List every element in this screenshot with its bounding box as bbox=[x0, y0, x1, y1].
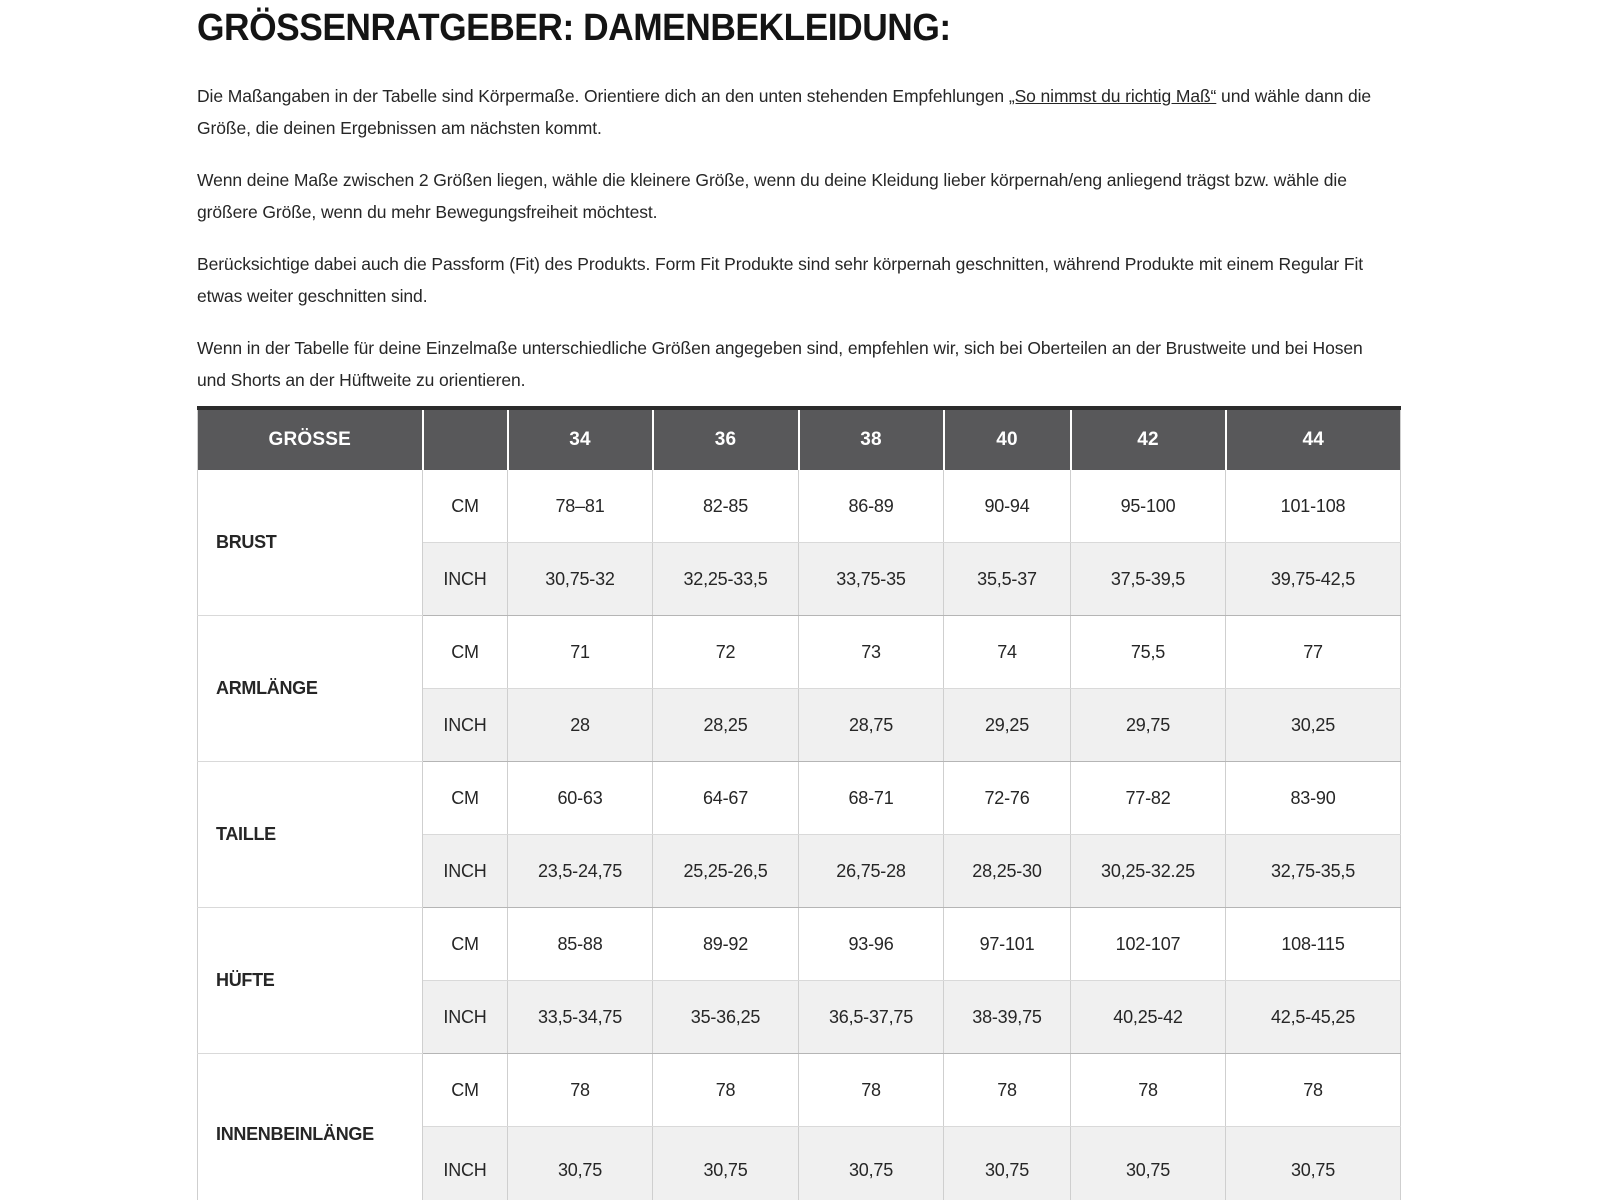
header-size-44: 44 bbox=[1226, 408, 1401, 470]
table-cell: 38-39,75 bbox=[944, 981, 1071, 1054]
table-cell: 37,5-39,5 bbox=[1071, 543, 1226, 616]
unit-label-inch: INCH bbox=[423, 1127, 508, 1200]
how-to-measure-link[interactable]: „So nimmst du richtig Maß“ bbox=[1008, 86, 1217, 106]
table-cell: 30,25 bbox=[1226, 689, 1401, 762]
table-cell: 93-96 bbox=[799, 908, 944, 981]
row-label-huefte: HÜFTE bbox=[198, 908, 423, 1054]
table-cell: 83-90 bbox=[1226, 762, 1401, 835]
intro-paragraph-1-post: und wähle dann die Größe, die deinen Ergebnissen am nächsten kommt. bbox=[197, 86, 1372, 138]
brust-cm-row bbox=[198, 470, 1401, 543]
table-cell: 73 bbox=[799, 616, 944, 689]
table-cell: 29,75 bbox=[1071, 689, 1226, 762]
table-cell: 97-101 bbox=[944, 908, 1071, 981]
table-cell: 23,5-24,75 bbox=[508, 835, 653, 908]
table-cell: 30,75 bbox=[944, 1127, 1071, 1200]
table-cell: 30,75 bbox=[799, 1127, 944, 1200]
header-size-34: 34 bbox=[508, 408, 653, 470]
table-cell: 108-115 bbox=[1226, 908, 1401, 981]
header-size-40: 40 bbox=[944, 408, 1071, 470]
table-cell: 30,75-32 bbox=[508, 543, 653, 616]
table-cell: 72 bbox=[653, 616, 799, 689]
table-cell: 78 bbox=[1226, 1054, 1401, 1127]
table-cell: 30,75 bbox=[653, 1127, 799, 1200]
table-cell: 60-63 bbox=[508, 762, 653, 835]
table-cell: 71 bbox=[508, 616, 653, 689]
table-cell: 28,25 bbox=[653, 689, 799, 762]
table-cell: 102-107 bbox=[1071, 908, 1226, 981]
table-cell: 78 bbox=[799, 1054, 944, 1127]
table-cell: 42,5-45,25 bbox=[1226, 981, 1401, 1054]
taille-cm-row bbox=[198, 762, 1401, 835]
header-size-38: 38 bbox=[799, 408, 944, 470]
table-cell: 78 bbox=[944, 1054, 1071, 1127]
table-header-row bbox=[198, 408, 1401, 470]
table-cell: 85-88 bbox=[508, 908, 653, 981]
header-unit-spacer bbox=[423, 408, 508, 470]
unit-label-inch: INCH bbox=[423, 981, 508, 1054]
intro-paragraph-4: Wenn in der Tabelle für deine Einzelmaße unterschiedliche Größen angegeben sind, empfehlen wir, sich bei Oberteilen an der Brustweite und bei Hosen und Shorts an der Hüftweite zu orientieren. bbox=[197, 338, 1363, 390]
table-cell: 82-85 bbox=[653, 470, 799, 543]
unit-label-inch: INCH bbox=[423, 835, 508, 908]
row-label-brust: BRUST bbox=[198, 470, 423, 616]
unit-label-inch: INCH bbox=[423, 543, 508, 616]
table-cell: 101-108 bbox=[1226, 470, 1401, 543]
table-cell: 30,75 bbox=[1226, 1127, 1401, 1200]
table-cell: 90-94 bbox=[944, 470, 1071, 543]
table-cell: 74 bbox=[944, 616, 1071, 689]
table-cell: 40,25-42 bbox=[1071, 981, 1226, 1054]
table-cell: 28,75 bbox=[799, 689, 944, 762]
table-cell: 30,75 bbox=[1071, 1127, 1226, 1200]
table-cell: 28 bbox=[508, 689, 653, 762]
table-cell: 33,5-34,75 bbox=[508, 981, 653, 1054]
intro-paragraph-1 bbox=[197, 80, 1387, 144]
table-cell: 64-67 bbox=[653, 762, 799, 835]
table-cell: 33,75-35 bbox=[799, 543, 944, 616]
huefte-cm-row bbox=[198, 908, 1401, 981]
intro-paragraph-1-pre: Die Maßangaben in der Tabelle sind Körpermaße. Orientiere dich an den unten stehenden Empfehlungen bbox=[197, 86, 1009, 106]
header-size-42: 42 bbox=[1071, 408, 1226, 470]
row-label-taille: TAILLE bbox=[198, 762, 423, 908]
table-cell: 28,25-30 bbox=[944, 835, 1071, 908]
table-cell: 30,25-32.25 bbox=[1071, 835, 1226, 908]
table-cell: 77-82 bbox=[1071, 762, 1226, 835]
intro-paragraph-2: Wenn deine Maße zwischen 2 Größen liegen, wähle die kleinere Größe, wenn du deine Kleidung lieber körpernah/eng anliegend trägst bzw. wähle die größere Größe, wenn du mehr Bewegungsfreiheit möchtest. bbox=[197, 170, 1347, 222]
table-cell: 25,25-26,5 bbox=[653, 835, 799, 908]
unit-label-inch: INCH bbox=[423, 689, 508, 762]
table-cell: 26,75-28 bbox=[799, 835, 944, 908]
table-cell: 86-89 bbox=[799, 470, 944, 543]
table-cell: 68-71 bbox=[799, 762, 944, 835]
table-cell: 78 bbox=[508, 1054, 653, 1127]
table-cell: 39,75-42,5 bbox=[1226, 543, 1401, 616]
table-cell: 78 bbox=[1071, 1054, 1226, 1127]
table-cell: 32,25-33,5 bbox=[653, 543, 799, 616]
size-guide-page bbox=[197, 0, 1400, 1200]
table-cell: 75,5 bbox=[1071, 616, 1226, 689]
size-guide-table bbox=[197, 406, 1401, 1200]
table-cell: 78 bbox=[653, 1054, 799, 1127]
header-size-36: 36 bbox=[653, 408, 799, 470]
table-cell: 35-36,25 bbox=[653, 981, 799, 1054]
table-cell: 89-92 bbox=[653, 908, 799, 981]
innenbeinlaenge-cm-row bbox=[198, 1054, 1401, 1127]
header-corner-groesse: GRÖSSE bbox=[198, 408, 423, 470]
unit-label-cm: CM bbox=[423, 762, 508, 835]
unit-label-cm: CM bbox=[423, 470, 508, 543]
table-cell: 72-76 bbox=[944, 762, 1071, 835]
table-cell: 30,75 bbox=[508, 1127, 653, 1200]
armlaenge-cm-row bbox=[198, 616, 1401, 689]
table-cell: 32,75-35,5 bbox=[1226, 835, 1401, 908]
table-cell: 36,5-37,75 bbox=[799, 981, 944, 1054]
row-label-armlaenge: ARMLÄNGE bbox=[198, 616, 423, 762]
table-cell: 35,5-37 bbox=[944, 543, 1071, 616]
page-title: GRÖSSENRATGEBER: DAMENBEKLEIDUNG: bbox=[197, 7, 951, 49]
unit-label-cm: CM bbox=[423, 1054, 508, 1127]
unit-label-cm: CM bbox=[423, 616, 508, 689]
table-cell: 95-100 bbox=[1071, 470, 1226, 543]
intro-paragraph-3: Berücksichtige dabei auch die Passform (Fit) des Produkts. Form Fit Produkte sind sehr körpernah geschnitten, während Produkte mit einem Regular Fit etwas weiter geschnitten sind. bbox=[197, 254, 1364, 306]
unit-label-cm: CM bbox=[423, 908, 508, 981]
table-cell: 78–81 bbox=[508, 470, 653, 543]
row-label-innenbeinlaenge: INNENBEINLÄNGE bbox=[198, 1054, 423, 1200]
table-cell: 77 bbox=[1226, 616, 1401, 689]
table-cell: 29,25 bbox=[944, 689, 1071, 762]
